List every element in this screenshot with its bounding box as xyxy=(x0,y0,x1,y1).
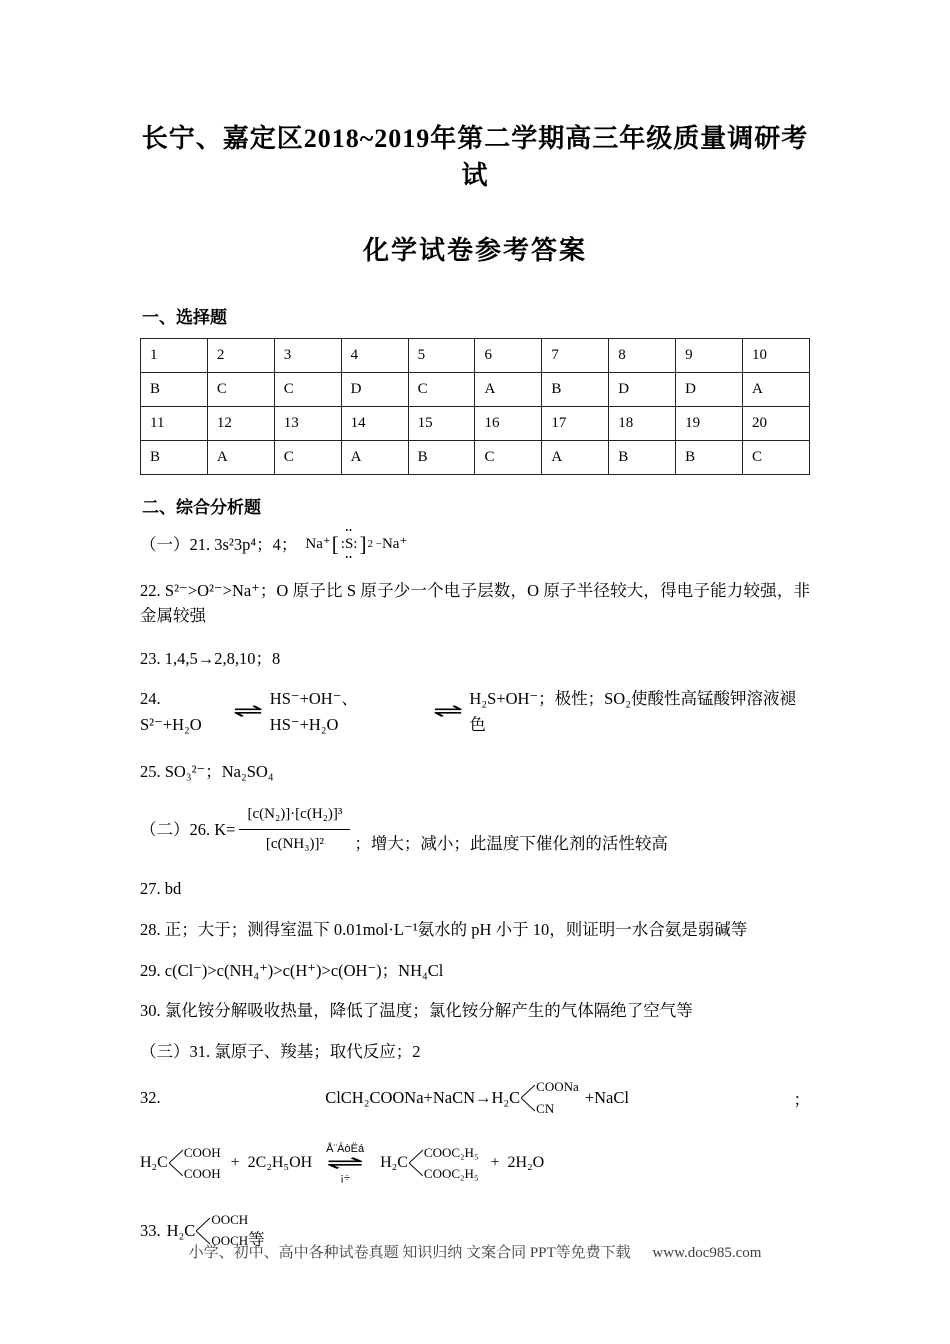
answer-24-mid: HS⁻+OH⁻、HS⁻+H₂O xyxy=(269,689,358,734)
equilibrium-arrow-icon: ⇌ xyxy=(232,700,263,723)
answer-33-suffix: 等 xyxy=(248,1229,265,1249)
branched-structure xyxy=(408,1145,479,1183)
table-cell: 3 xyxy=(274,339,341,373)
lewis-structure xyxy=(305,533,407,556)
table-cell: 6 xyxy=(475,339,542,373)
table-cell: 15 xyxy=(408,407,475,441)
fraction-denominator: [c(NH₃)]² xyxy=(265,836,324,853)
branched-structure xyxy=(168,1145,221,1183)
table-cell: A xyxy=(542,441,609,475)
table-cell: 2 xyxy=(207,339,274,373)
answer-23: 23. 1,4,5→2,8,10；8 xyxy=(140,648,281,668)
table-cell: A xyxy=(743,373,810,407)
lewis-right-bracket: ] xyxy=(359,532,367,557)
branch-bottom-group: COOC₂H₅ xyxy=(423,1165,479,1181)
branch-bottom-group: OOCH xyxy=(211,1233,249,1249)
table-cell: 12 xyxy=(207,407,274,441)
ester-left-prefix: H₂C xyxy=(140,1154,168,1172)
table-cell: B xyxy=(542,373,609,407)
condition-above-label: Å¨ÁòËá xyxy=(326,1142,365,1155)
equilibrium-arrow-icon: ⇌ xyxy=(432,700,463,723)
lewis-atom: •• :S: •• xyxy=(340,533,359,556)
answer-24-pre: 24. S²⁻+H₂O xyxy=(140,689,202,734)
table-cell: 14 xyxy=(341,407,408,441)
answer-30: 30. 氯化铵分解吸收热量，降低了温度；氯化铵分解产生的气体隔绝了空气等 xyxy=(140,1001,693,1021)
table-cell: 10 xyxy=(743,339,810,373)
table-cell: 1 xyxy=(141,339,208,373)
lewis-charge: 2 − xyxy=(367,538,382,551)
table-cell: 18 xyxy=(609,407,676,441)
table-cell: A xyxy=(341,441,408,475)
bond-lines-icon xyxy=(409,1146,423,1180)
answer-33-label: 33. xyxy=(140,1220,161,1240)
equilibrium-arrow-icon: ⇌ xyxy=(326,1151,365,1174)
table-cell: B xyxy=(408,441,475,475)
answer-24-post: H₂S+OH⁻；极性；SO₂使酸性高锰酸钾溶液褪色 xyxy=(469,689,796,734)
reaction-condition-arrow xyxy=(326,1143,364,1184)
answer-28: 28. 正；大于；测得室温下 0.01mol·L⁻¹氨水的 pH 小于 10，则证明一水合氨是弱碱等 xyxy=(140,920,748,939)
section-heading-analysis: 二、综合分析题 xyxy=(142,498,261,517)
table-cell: B xyxy=(609,441,676,475)
answer-26 xyxy=(140,803,810,857)
lewis-left-ion: Na⁺ xyxy=(305,536,331,553)
page-footer xyxy=(0,1241,950,1262)
lewis-left-bracket: [ xyxy=(331,532,339,557)
table-cell: 7 xyxy=(542,339,609,373)
condition-below-label: ¡÷ xyxy=(340,1171,350,1184)
branch-bottom-group: COOH xyxy=(183,1165,221,1181)
answer-32 xyxy=(140,1079,810,1117)
branch-top-group: COOH xyxy=(183,1144,221,1160)
answer-32-end: ； xyxy=(793,1090,810,1109)
answer-21-text: （一）21. 3s²3p⁴；4； xyxy=(140,535,298,554)
answer-32-equation xyxy=(161,1079,794,1117)
section-heading-choice: 一、选择题 xyxy=(142,308,227,327)
answer-32-label: 32. xyxy=(140,1088,161,1107)
table-row xyxy=(141,339,810,373)
answer-31: （三）31. 氯原子、羧基；取代反应；2 xyxy=(140,1041,421,1061)
footer-text: 小学、初中、高中各种试卷真题 知识归纳 文案合同 PPT等免费下载 xyxy=(188,1245,631,1261)
fraction-numerator: [c(N₂)]·[c(H₂)]³ xyxy=(239,803,350,830)
branch-top-group: OOCH xyxy=(211,1212,249,1228)
table-cell: D xyxy=(676,373,743,407)
table-cell: 17 xyxy=(542,407,609,441)
table-cell: C xyxy=(743,441,810,475)
answer-32-right: +NaCl xyxy=(584,1088,629,1107)
branch-top-group: COOC₂H₅ xyxy=(423,1144,479,1160)
table-cell: 13 xyxy=(274,407,341,441)
table-cell: C xyxy=(274,373,341,407)
answer-26-suffix: ；增大；减小；此温度下催化剂的活性较高 xyxy=(354,833,668,853)
table-cell: A xyxy=(475,373,542,407)
branched-structure xyxy=(520,1079,579,1117)
table-cell: C xyxy=(274,441,341,475)
footer-url: www.doc985.com xyxy=(652,1245,762,1261)
answer-24 xyxy=(140,686,810,737)
table-cell: C xyxy=(207,373,274,407)
table-cell: B xyxy=(676,441,743,475)
answer-27: 27. bd xyxy=(140,879,182,899)
esterification-equation xyxy=(140,1143,810,1184)
ester-plus-water: + 2H₂O xyxy=(490,1154,545,1172)
table-cell: 5 xyxy=(408,339,475,373)
answer-21 xyxy=(140,532,810,558)
answer-32-left: ClCH₂COONa+NaCN→H₂C xyxy=(325,1088,521,1107)
table-cell: 19 xyxy=(676,407,743,441)
answer-33-prefix: H₂C xyxy=(166,1220,196,1240)
answer-26-prefix: （二）26. K= xyxy=(140,819,236,839)
answer-22: 22. S²⁻>O²⁻>Na⁺；O 原子比 S 原子少一个电子层数，O 原子半径较大，得电子能力较强，非金属较强 xyxy=(140,580,810,626)
table-cell: 11 xyxy=(141,407,208,441)
answer-table xyxy=(140,338,810,475)
ester-right-prefix: H₂C xyxy=(380,1154,408,1172)
table-cell: 20 xyxy=(743,407,810,441)
page-subtitle: 化学试卷参考答案 xyxy=(362,236,587,265)
table-cell: 16 xyxy=(475,407,542,441)
bond-lines-icon xyxy=(521,1081,535,1115)
table-cell: A xyxy=(207,441,274,475)
bond-lines-icon xyxy=(169,1146,183,1180)
branch-top-group: COONa xyxy=(536,1079,579,1095)
table-cell: B xyxy=(141,373,208,407)
table-cell: D xyxy=(609,373,676,407)
table-cell: 8 xyxy=(609,339,676,373)
ester-plus-reagent: + 2C₂H₅OH xyxy=(230,1154,313,1172)
table-cell: C xyxy=(408,373,475,407)
table-cell: B xyxy=(141,441,208,475)
answer-29: 29. c(Cl⁻)>c(NH₄⁺)>c(H⁺)>c(OH⁻)；NH₄Cl xyxy=(140,960,444,980)
branch-bottom-group: CN xyxy=(536,1100,555,1116)
table-cell: 9 xyxy=(676,339,743,373)
page-title: 长宁、嘉定区2018~2019年第二学期高三年级质量调研考试 xyxy=(141,124,809,190)
table-cell: D xyxy=(341,373,408,407)
answer-25: 25. SO₃²⁻；Na₂SO₄ xyxy=(140,762,274,782)
equilibrium-constant-fraction xyxy=(239,803,350,857)
table-row xyxy=(141,441,810,475)
table-cell: 4 xyxy=(341,339,408,373)
table-row xyxy=(141,373,810,407)
table-cell: C xyxy=(475,441,542,475)
lewis-right-ion: Na⁺ xyxy=(381,536,408,553)
table-row xyxy=(141,407,810,441)
